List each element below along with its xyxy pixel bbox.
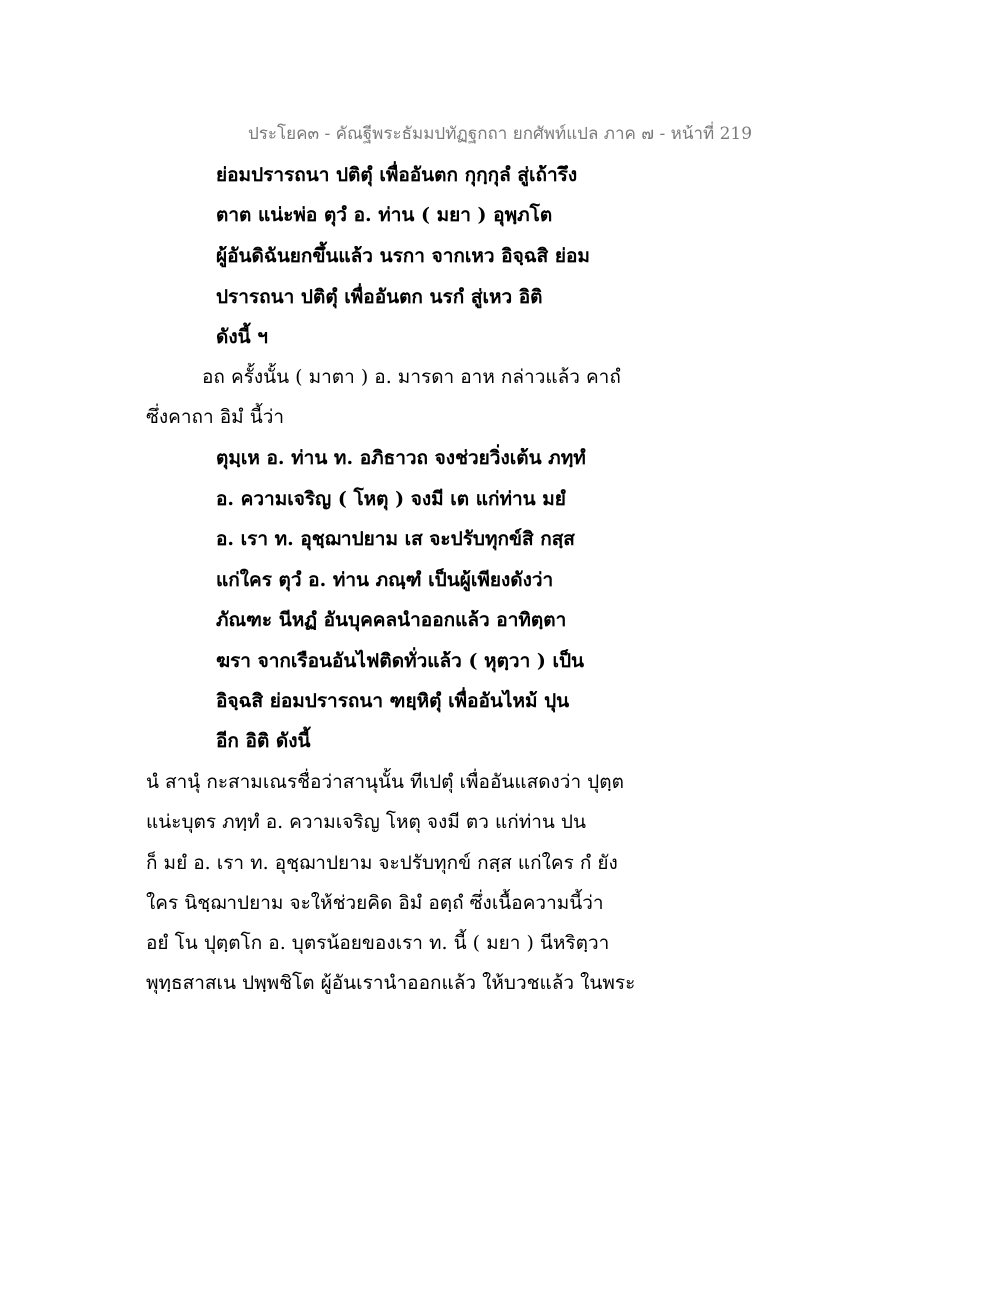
verse-line: ฆรา จากเรือนอันไฟติดทั่วแล้ว ( หุตฺวา ) เป็น xyxy=(216,650,585,672)
verse-line: ภัณฑะ นีหฏํ อันบุคคลนำออกแล้ว อาทิตฺตา xyxy=(216,609,567,631)
verse-line: อิจฺฉสิ ย่อมปรารถนา ฑยฺหิตุํ เพื่ออันไหม้ ปุน xyxy=(216,690,570,712)
verse-line: อีก อิติ ดังนี้ xyxy=(216,730,311,752)
prose-line: แน่ะบุตร ภทฺทํ อ. ความเจริญ โหตุ จงมี ตว แก่ท่าน ปน xyxy=(146,811,586,833)
prose-line: พุทฺธสาสเน ปพฺพชิโต ผู้อันเรานำออกแล้ว ให้บวชแล้ว ในพระ xyxy=(146,972,636,994)
verse-line: อ. เรา ท. อุชฺฌาปยาม เส จะปรับทุกข์สิ กสฺส xyxy=(216,528,575,550)
page-header: ประโยค๓ - คัณฐีพระธัมมปทัฏฐกถา ยกศัพท์แปล ภาค ๗ - หน้าที่ 219 xyxy=(247,124,753,144)
prose-line: ก็ มยํ อ. เรา ท. อุชฺฌาปยาม จะปรับทุกข์ กสฺส แก่ใคร กํ ยัง xyxy=(146,852,618,874)
verse-line: ดังนี้ ฯ xyxy=(216,326,268,348)
prose-line: ซึ่งคาถา อิมํ นี้ว่า xyxy=(146,406,285,428)
prose-line: อยํ โน ปุตฺตโก อ. บุตรน้อยของเรา ท. นี้ ( มยา ) นีหริตฺวา xyxy=(146,932,610,954)
prose-line: นํ สานุํ กะสามเณรชื่อว่าสานุนั้น ทีเปตุํ เพื่ออันแสดงว่า ปุตฺต xyxy=(146,771,624,793)
prose-line: ใคร นิชฺฌาปยาม จะให้ช่วยคิด อิมํ อตฺถํ ซึ่งเนื้อความนี้ว่า xyxy=(146,892,604,914)
verse-line: ย่อมปรารถนา ปติตุํ เพื่ออันตก กุกฺกุลํ สู่เถ้ารึง xyxy=(216,164,578,186)
verse-line: แก่ใคร ตุวํ อ. ท่าน ภณฺฑํ เป็นผู้เพียงดังว่า xyxy=(216,569,554,591)
prose-line: อถ ครั้งนั้น ( มาตา ) อ. มารดา อาห กล่าวแล้ว คาถํ xyxy=(202,366,621,388)
verse-line: ตุมฺเห อ. ท่าน ท. อภิธาวถ จงช่วยวิ่งเต้น ภทฺทํ xyxy=(216,447,586,469)
verse-line: ผู้อันดิฉันยกขึ้นแล้ว นรกา จากเหว อิจฺฉสิ ย่อม xyxy=(216,245,590,267)
verse-line: ปรารถนา ปติตุํ เพื่ออันตก นรกํ สู่เหว อิติ xyxy=(216,286,543,308)
verse-line: ตาต แน่ะพ่อ ตุวํ อ. ท่าน ( มยา ) อุพฺภโต xyxy=(216,204,553,226)
verse-line: อ. ความเจริญ ( โหตุ ) จงมี เต แก่ท่าน มยํ xyxy=(216,488,566,510)
